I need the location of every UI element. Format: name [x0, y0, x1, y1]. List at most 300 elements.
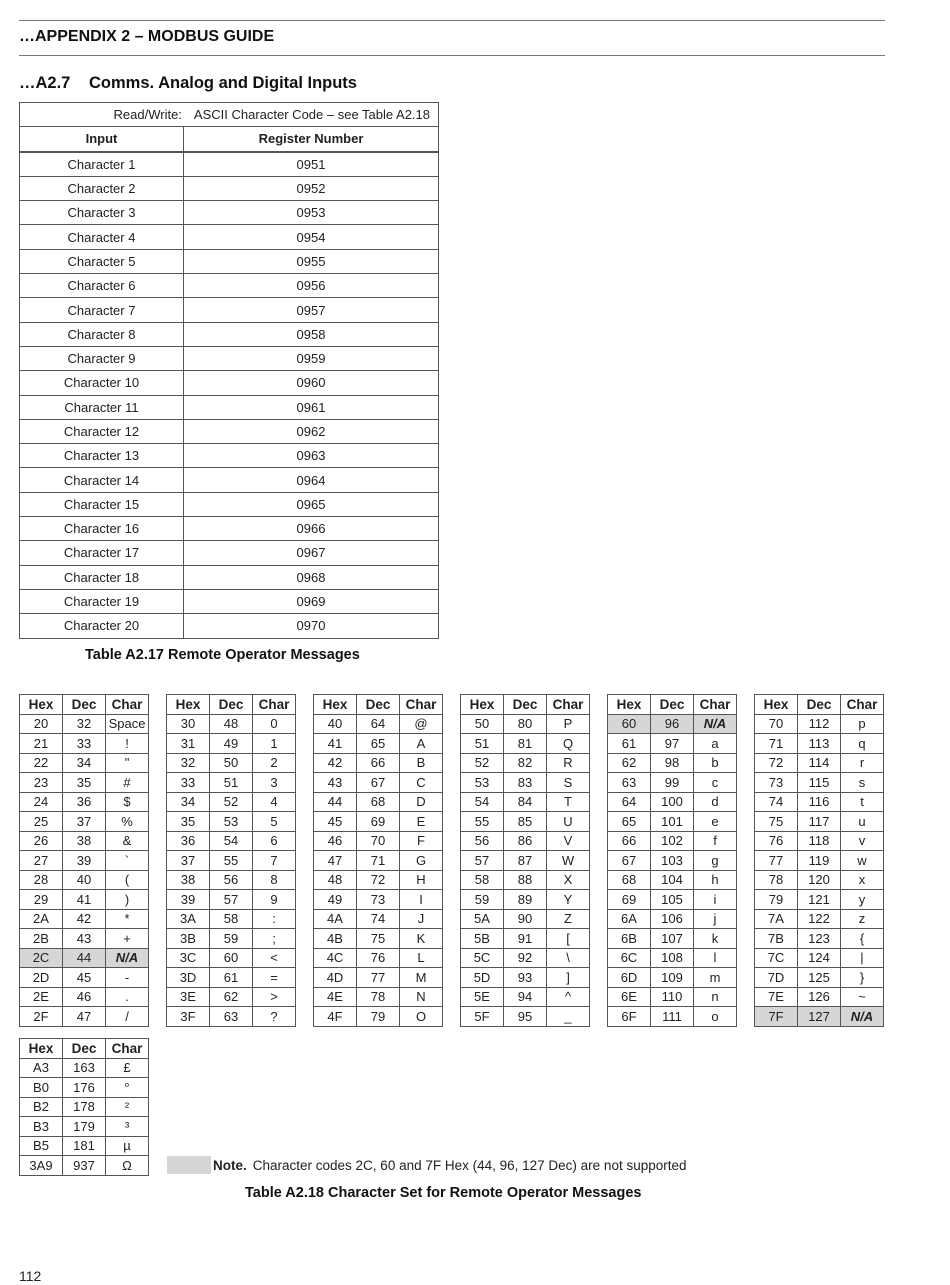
- dec-cell: 77: [357, 968, 400, 988]
- hex-cell: B3: [20, 1117, 63, 1137]
- table-row: [461, 1007, 590, 1027]
- column-header-hex: Hex: [167, 695, 210, 715]
- chr-cell: y: [841, 890, 884, 910]
- table-row: [167, 929, 296, 949]
- table-row: [20, 773, 149, 793]
- table-row: [167, 714, 296, 734]
- chr-cell: :: [253, 909, 296, 929]
- table-row: [755, 773, 884, 793]
- register-cell: 0964: [184, 468, 439, 492]
- hex-cell: 36: [167, 831, 210, 851]
- dec-cell: 35: [63, 773, 106, 793]
- chr-cell: v: [841, 831, 884, 851]
- column-header-chr: Char: [694, 695, 737, 715]
- table-row: [314, 909, 443, 929]
- chr-cell: d: [694, 792, 737, 812]
- column-header-hex: Hex: [461, 695, 504, 715]
- chr-cell: q: [841, 734, 884, 754]
- register-cell: 0957: [184, 298, 439, 322]
- note-text: Character codes 2C, 60 and 7F Hex (44, 96, 127 Dec) are not supported: [252, 1157, 687, 1173]
- chr-cell: }: [841, 968, 884, 988]
- table-row: [755, 890, 884, 910]
- hex-cell: 64: [608, 792, 651, 812]
- dec-cell: 74: [357, 909, 400, 929]
- chr-cell: x: [841, 870, 884, 890]
- input-cell: Character 4: [20, 225, 184, 249]
- dec-cell: 46: [63, 987, 106, 1007]
- dec-cell: 33: [63, 734, 106, 754]
- table-row: [20, 517, 439, 541]
- table-row: [608, 968, 737, 988]
- chr-cell: /: [106, 1007, 149, 1027]
- input-cell: Character 11: [20, 395, 184, 419]
- column-header-dec: Dec: [651, 695, 694, 715]
- dec-cell: 181: [63, 1136, 106, 1156]
- table-row: [608, 1007, 737, 1027]
- table-row: [755, 1007, 884, 1027]
- chr-cell: ^: [547, 987, 590, 1007]
- chr-cell: °: [106, 1078, 149, 1098]
- column-header-chr: Char: [547, 695, 590, 715]
- chr-cell: ³: [106, 1117, 149, 1137]
- table-row: [755, 714, 884, 734]
- hex-cell: 78: [755, 870, 798, 890]
- dec-cell: 85: [504, 812, 547, 832]
- unsupported-swatch: [167, 1156, 211, 1174]
- ascii-header-row: [461, 695, 590, 715]
- chr-cell: l: [694, 948, 737, 968]
- chr-cell: 0: [253, 714, 296, 734]
- chr-cell: T: [547, 792, 590, 812]
- hex-cell: 3F: [167, 1007, 210, 1027]
- chr-cell: ): [106, 890, 149, 910]
- dec-cell: 107: [651, 929, 694, 949]
- hex-cell: 4E: [314, 987, 357, 1007]
- chr-cell: 5: [253, 812, 296, 832]
- dec-cell: 71: [357, 851, 400, 871]
- register-cell: 0956: [184, 274, 439, 298]
- register-cell: 0961: [184, 395, 439, 419]
- table-row: [167, 987, 296, 1007]
- ascii-header-row: [167, 695, 296, 715]
- hex-cell: 2A: [20, 909, 63, 929]
- table-row: [20, 968, 149, 988]
- dec-cell: 114: [798, 753, 841, 773]
- ascii-header-row: [608, 695, 737, 715]
- chr-cell: M: [400, 968, 443, 988]
- hex-cell: 7F: [755, 1007, 798, 1027]
- input-cell: Character 10: [20, 371, 184, 395]
- chr-cell: P: [547, 714, 590, 734]
- input-cell: Character 18: [20, 565, 184, 589]
- table-row: [461, 870, 590, 890]
- column-header-chr: Char: [841, 695, 884, 715]
- hex-cell: 2E: [20, 987, 63, 1007]
- ascii-table-6: [754, 694, 884, 1027]
- dec-cell: 125: [798, 968, 841, 988]
- table-row: [755, 851, 884, 871]
- table-row: [461, 948, 590, 968]
- table-row: [167, 1007, 296, 1027]
- dec-cell: 66: [357, 753, 400, 773]
- dec-cell: 49: [210, 734, 253, 754]
- hex-cell: 35: [167, 812, 210, 832]
- input-cell: Character 20: [20, 614, 184, 638]
- register-cell: 0955: [184, 249, 439, 273]
- register-cell: 0953: [184, 201, 439, 225]
- hex-cell: 26: [20, 831, 63, 851]
- hex-cell: 2C: [20, 948, 63, 968]
- dec-cell: 109: [651, 968, 694, 988]
- table-row: [167, 948, 296, 968]
- dec-cell: 61: [210, 968, 253, 988]
- dec-cell: 91: [504, 929, 547, 949]
- chr-cell: *: [106, 909, 149, 929]
- table-row: [20, 201, 439, 225]
- hex-cell: 41: [314, 734, 357, 754]
- table-row: [167, 753, 296, 773]
- chr-cell: \: [547, 948, 590, 968]
- table-row: [20, 734, 149, 754]
- hex-cell: 4F: [314, 1007, 357, 1027]
- hex-cell: 74: [755, 792, 798, 812]
- table-row: [608, 909, 737, 929]
- dec-cell: 45: [63, 968, 106, 988]
- chr-cell: X: [547, 870, 590, 890]
- table-row: [608, 929, 737, 949]
- table-row: [608, 851, 737, 871]
- dec-cell: 81: [504, 734, 547, 754]
- table-row: [314, 831, 443, 851]
- read-write-label: Read/Write:: [113, 107, 182, 123]
- chr-cell: r: [841, 753, 884, 773]
- ascii-table-extended: [19, 1038, 149, 1176]
- dec-cell: 112: [798, 714, 841, 734]
- hex-cell: 50: [461, 714, 504, 734]
- column-header-hex: Hex: [20, 695, 63, 715]
- hex-cell: 57: [461, 851, 504, 871]
- dec-cell: 126: [798, 987, 841, 1007]
- hex-cell: 7D: [755, 968, 798, 988]
- table-row: [461, 987, 590, 1007]
- dec-cell: 120: [798, 870, 841, 890]
- chr-cell: N: [400, 987, 443, 1007]
- chr-cell: $: [106, 792, 149, 812]
- dec-cell: 93: [504, 968, 547, 988]
- hex-cell: 38: [167, 870, 210, 890]
- dec-cell: 50: [210, 753, 253, 773]
- note-label: Note.: [213, 1157, 247, 1173]
- hex-cell: 23: [20, 773, 63, 793]
- hex-cell: 22: [20, 753, 63, 773]
- input-cell: Character 6: [20, 274, 184, 298]
- dec-cell: 39: [63, 851, 106, 871]
- hex-cell: 3D: [167, 968, 210, 988]
- hex-cell: 4D: [314, 968, 357, 988]
- dec-cell: 116: [798, 792, 841, 812]
- hex-cell: 3A: [167, 909, 210, 929]
- hex-cell: 58: [461, 870, 504, 890]
- chr-cell: k: [694, 929, 737, 949]
- dec-cell: 73: [357, 890, 400, 910]
- hex-cell: 2D: [20, 968, 63, 988]
- register-cell: 0958: [184, 322, 439, 346]
- table-row: [167, 734, 296, 754]
- input-cell: Character 8: [20, 322, 184, 346]
- dec-cell: 55: [210, 851, 253, 871]
- dec-cell: 88: [504, 870, 547, 890]
- register-cell: 0970: [184, 614, 439, 638]
- hex-cell: 55: [461, 812, 504, 832]
- chr-cell: I: [400, 890, 443, 910]
- register-cell: 0954: [184, 225, 439, 249]
- table-row: [20, 468, 439, 492]
- hex-cell: 47: [314, 851, 357, 871]
- table-row: [608, 812, 737, 832]
- chr-cell: J: [400, 909, 443, 929]
- ascii-table-caption: Table A2.18 Character Set for Remote Operator Messages: [245, 1185, 642, 1201]
- chr-cell: C: [400, 773, 443, 793]
- hex-cell: 66: [608, 831, 651, 851]
- table-row: [755, 792, 884, 812]
- chr-cell: £: [106, 1058, 149, 1078]
- dec-cell: 42: [63, 909, 106, 929]
- ascii-header-row: [755, 695, 884, 715]
- table-row: [20, 346, 439, 370]
- hex-cell: 5F: [461, 1007, 504, 1027]
- page-number: 112: [19, 1268, 42, 1284]
- ascii-header-row: [20, 695, 149, 715]
- dec-cell: 100: [651, 792, 694, 812]
- dec-cell: 60: [210, 948, 253, 968]
- table-row: [608, 987, 737, 1007]
- hex-cell: 5E: [461, 987, 504, 1007]
- hex-cell: 52: [461, 753, 504, 773]
- register-cell: 0951: [184, 152, 439, 177]
- column-header-dec: Dec: [798, 695, 841, 715]
- hex-cell: 71: [755, 734, 798, 754]
- table-row: [20, 812, 149, 832]
- chr-cell: B: [400, 753, 443, 773]
- chr-cell: g: [694, 851, 737, 871]
- hex-cell: 48: [314, 870, 357, 890]
- hex-cell: 46: [314, 831, 357, 851]
- hex-cell: B2: [20, 1097, 63, 1117]
- column-header-dec: Dec: [357, 695, 400, 715]
- input-cell: Character 14: [20, 468, 184, 492]
- hex-cell: 51: [461, 734, 504, 754]
- chr-cell: %: [106, 812, 149, 832]
- table-row: [20, 298, 439, 322]
- dec-cell: 92: [504, 948, 547, 968]
- table-row: [461, 968, 590, 988]
- dec-cell: 98: [651, 753, 694, 773]
- table-row: [314, 734, 443, 754]
- note: [167, 1156, 687, 1174]
- table-row: [755, 831, 884, 851]
- hex-cell: 3A9: [20, 1156, 63, 1176]
- hex-cell: 5B: [461, 929, 504, 949]
- dec-cell: 118: [798, 831, 841, 851]
- table-row: [20, 987, 149, 1007]
- table-row: [20, 909, 149, 929]
- table-row: [608, 870, 737, 890]
- table-row: [20, 371, 439, 395]
- chr-cell: n: [694, 987, 737, 1007]
- input-cell: Character 12: [20, 419, 184, 443]
- ascii-header-row: [20, 1039, 149, 1059]
- register-cell: 0960: [184, 371, 439, 395]
- table-row: [461, 773, 590, 793]
- dec-cell: 59: [210, 929, 253, 949]
- table-row: [461, 909, 590, 929]
- table-row: [20, 890, 149, 910]
- chr-cell: N/A: [694, 714, 737, 734]
- column-header-dec: Dec: [63, 1039, 106, 1059]
- register-table: [19, 102, 439, 639]
- table-row: [20, 792, 149, 812]
- chr-cell: >: [253, 987, 296, 1007]
- table-row: [20, 1097, 149, 1117]
- dec-cell: 124: [798, 948, 841, 968]
- dec-cell: 86: [504, 831, 547, 851]
- chr-cell: `: [106, 851, 149, 871]
- column-header-hex: Hex: [20, 1039, 63, 1059]
- table-row: [20, 322, 439, 346]
- dec-cell: 111: [651, 1007, 694, 1027]
- chr-cell: e: [694, 812, 737, 832]
- dec-cell: 38: [63, 831, 106, 851]
- dec-cell: 57: [210, 890, 253, 910]
- ascii-table-2: [166, 694, 296, 1027]
- table-row: [20, 565, 439, 589]
- hex-cell: 21: [20, 734, 63, 754]
- dec-cell: 47: [63, 1007, 106, 1027]
- chr-cell: L: [400, 948, 443, 968]
- register-cell: 0966: [184, 517, 439, 541]
- hex-cell: 44: [314, 792, 357, 812]
- hex-cell: B0: [20, 1078, 63, 1098]
- chr-cell: µ: [106, 1136, 149, 1156]
- chr-cell: ]: [547, 968, 590, 988]
- table-row: [167, 890, 296, 910]
- input-cell: Character 17: [20, 541, 184, 565]
- dec-cell: 123: [798, 929, 841, 949]
- table-row: [20, 274, 439, 298]
- hex-cell: 33: [167, 773, 210, 793]
- hex-cell: 65: [608, 812, 651, 832]
- dec-cell: 106: [651, 909, 694, 929]
- hex-cell: 7B: [755, 929, 798, 949]
- dec-cell: 101: [651, 812, 694, 832]
- hex-cell: 30: [167, 714, 210, 734]
- hex-cell: 4A: [314, 909, 357, 929]
- table-row: [20, 851, 149, 871]
- dec-cell: 105: [651, 890, 694, 910]
- chr-cell: +: [106, 929, 149, 949]
- dec-cell: 99: [651, 773, 694, 793]
- chr-cell: <: [253, 948, 296, 968]
- hex-cell: 61: [608, 734, 651, 754]
- input-cell: Character 13: [20, 444, 184, 468]
- dec-cell: 56: [210, 870, 253, 890]
- chr-cell: 2: [253, 753, 296, 773]
- table-row: [755, 870, 884, 890]
- hex-cell: 45: [314, 812, 357, 832]
- table-row: [314, 1007, 443, 1027]
- table-row: [461, 890, 590, 910]
- hex-cell: 3C: [167, 948, 210, 968]
- hex-cell: 75: [755, 812, 798, 832]
- dec-cell: 51: [210, 773, 253, 793]
- chr-cell: a: [694, 734, 737, 754]
- table-row: [20, 249, 439, 273]
- chr-cell: Y: [547, 890, 590, 910]
- column-header-dec: Dec: [210, 695, 253, 715]
- page-header-title: …APPENDIX 2 – MODBUS GUIDE: [19, 28, 275, 45]
- table-row: [755, 987, 884, 1007]
- table-row: [167, 909, 296, 929]
- table-row: [20, 1136, 149, 1156]
- dec-cell: 113: [798, 734, 841, 754]
- table-row: [20, 1007, 149, 1027]
- table-row: [314, 773, 443, 793]
- table-row: [461, 831, 590, 851]
- table-row: [461, 929, 590, 949]
- dec-cell: 43: [63, 929, 106, 949]
- hex-cell: 6F: [608, 1007, 651, 1027]
- table-row: [461, 714, 590, 734]
- chr-cell: G: [400, 851, 443, 871]
- dec-cell: 163: [63, 1058, 106, 1078]
- table-row: [608, 831, 737, 851]
- input-cell: Character 15: [20, 492, 184, 516]
- table-row: [608, 792, 737, 812]
- hex-cell: 20: [20, 714, 63, 734]
- column-header-hex: Hex: [314, 695, 357, 715]
- chr-cell: ": [106, 753, 149, 773]
- dec-cell: 90: [504, 909, 547, 929]
- dec-cell: 121: [798, 890, 841, 910]
- chr-cell: W: [547, 851, 590, 871]
- table-row: [755, 948, 884, 968]
- register-cell: 0963: [184, 444, 439, 468]
- chr-cell: {: [841, 929, 884, 949]
- hex-cell: 43: [314, 773, 357, 793]
- chr-cell: =: [253, 968, 296, 988]
- dec-cell: 76: [357, 948, 400, 968]
- table-row: [167, 968, 296, 988]
- dec-cell: 63: [210, 1007, 253, 1027]
- hex-cell: 2B: [20, 929, 63, 949]
- table-row: [20, 714, 149, 734]
- dec-cell: 67: [357, 773, 400, 793]
- dec-cell: 117: [798, 812, 841, 832]
- section-title: Comms. Analog and Digital Inputs: [89, 74, 357, 92]
- ascii-table-5: [607, 694, 737, 1027]
- hex-cell: 5C: [461, 948, 504, 968]
- hex-cell: 7E: [755, 987, 798, 1007]
- dec-cell: 34: [63, 753, 106, 773]
- hex-cell: 76: [755, 831, 798, 851]
- read-write-value: ASCII Character Code – see Table A2.18: [193, 107, 430, 123]
- hex-cell: 7C: [755, 948, 798, 968]
- dec-cell: 78: [357, 987, 400, 1007]
- chr-cell: E: [400, 812, 443, 832]
- table-row: [167, 851, 296, 871]
- chr-cell: 3: [253, 773, 296, 793]
- dec-cell: 103: [651, 851, 694, 871]
